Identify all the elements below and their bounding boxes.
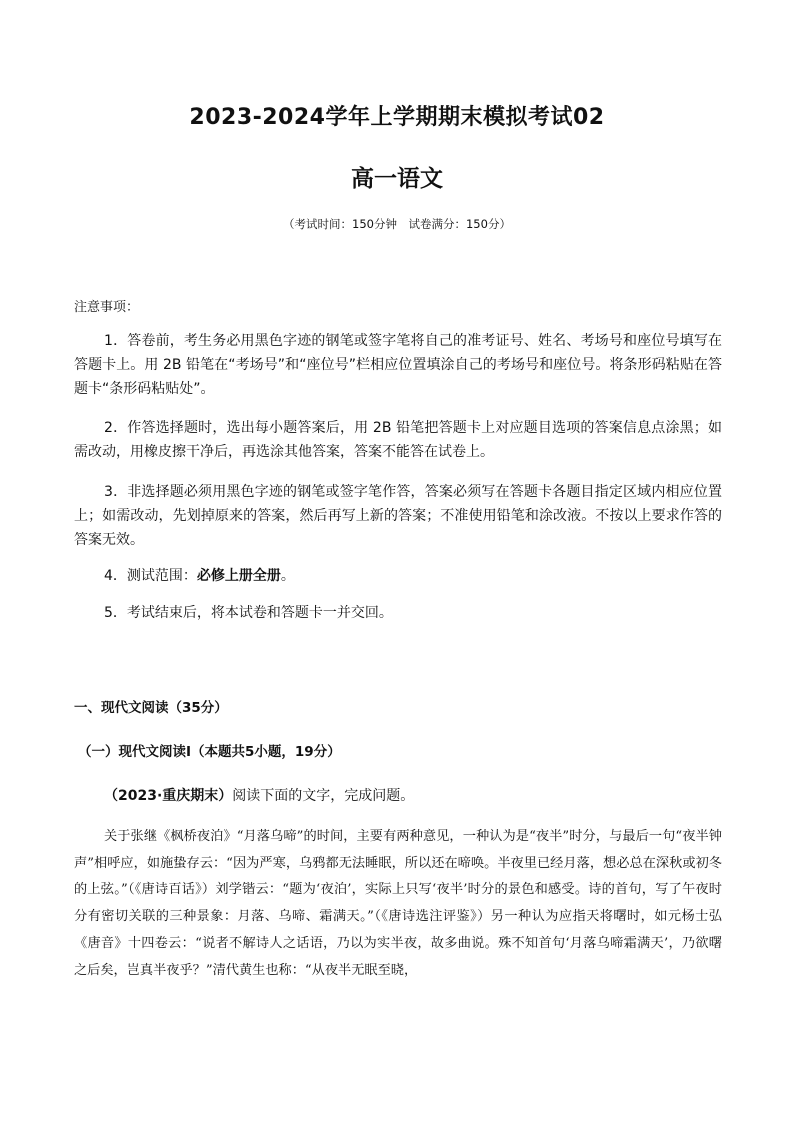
notice-item-4-end: 。 <box>280 568 295 584</box>
notice-item-4 <box>74 564 722 588</box>
notice-item-4-label: 4．测试范围： <box>104 568 197 584</box>
notice-item-3-text: 3．非选择题必须用黑色字迹的钢笔或签字笔作答，答案必须写在答题卡各题目指定区域内相应位置上；如需改动，先划掉原来的答案，然后再写上新的答案；不准使用铅笔和涂改液。不按以上要求作答的答案无效。 <box>74 484 722 548</box>
section-heading: 一、现代文阅读（35分） <box>74 700 228 716</box>
article-paragraph: 关于张继《枫桥夜泊》“月落乌啼”的时间，主要有两种意见，一种认为是“夜半”时分，与最后一句“夜半钟声”相呼应，如施蛰存云：“因为严寒，乌鸦都无法睡眠，所以还在啼唤。半夜里已经月落，想必总在深秋或初冬的上弦。”（《唐诗百话》）刘学锴云：“题为‘夜泊’，实际上只写‘夜半’时分的景色和感受。诗的首句，写了午夜时分有密切关联的三种景象：月落、乌啼、霜满天。”（《唐诗选注评鉴》）另一种认为应指天将曙时，如元杨士弘《唐音》十四卷云：“说者不解诗人之话语，乃以为实半夜，故多曲说。殊不知首句‘月落乌啼霜满天’，乃欲曙之后矣，岂真半夜乎？”清代黄生也称：“从夜半无眠至晓， <box>74 829 722 978</box>
notice-item-2 <box>74 416 722 464</box>
subject-title: 高一语文 <box>351 166 443 192</box>
notice-item-5-text: 5．考试结束后，将本试卷和答题卡一并交回。 <box>104 605 393 621</box>
notice-item-1 <box>74 329 722 401</box>
sub-section-heading: （一）现代文阅读Ⅰ（本题共5小题，19分） <box>78 744 341 760</box>
notice-item-1-text: 1．答卷前，考生务必用黑色字迹的钢笔或签字笔将自己的准考证号、姓名、考场号和座位号填写在答题卡上。用 2B 铅笔在“考场号”和“座位号”栏相应位置填涂自己的考场号和座位号。将条形码粘贴在答题卡“条形码粘贴处”。 <box>74 333 722 397</box>
notice-item-2-text: 2．作答选择题时，选出每小题答案后，用 2B 铅笔把答题卡上对应题目选项的答案信息点涂黑；如需改动，用橡皮擦干净后，再选涂其他答案，答案不能答在试卷上。 <box>74 420 722 460</box>
source-tag: （2023·重庆期末） <box>104 788 233 804</box>
instruction-text: 阅读下面的文字，完成问题。 <box>232 788 415 804</box>
exam-title: 2023-2024学年上学期期末模拟考试02 <box>189 105 605 130</box>
exam-time-info: （考试时间：150分钟 试卷满分：150分） <box>283 217 511 231</box>
test-scope: 必修上册全册 <box>196 568 281 584</box>
reading-instruction <box>104 785 414 805</box>
notice-heading: 注意事项： <box>74 300 140 315</box>
notice-item-5 <box>74 601 722 625</box>
notice-item-3 <box>74 480 722 552</box>
